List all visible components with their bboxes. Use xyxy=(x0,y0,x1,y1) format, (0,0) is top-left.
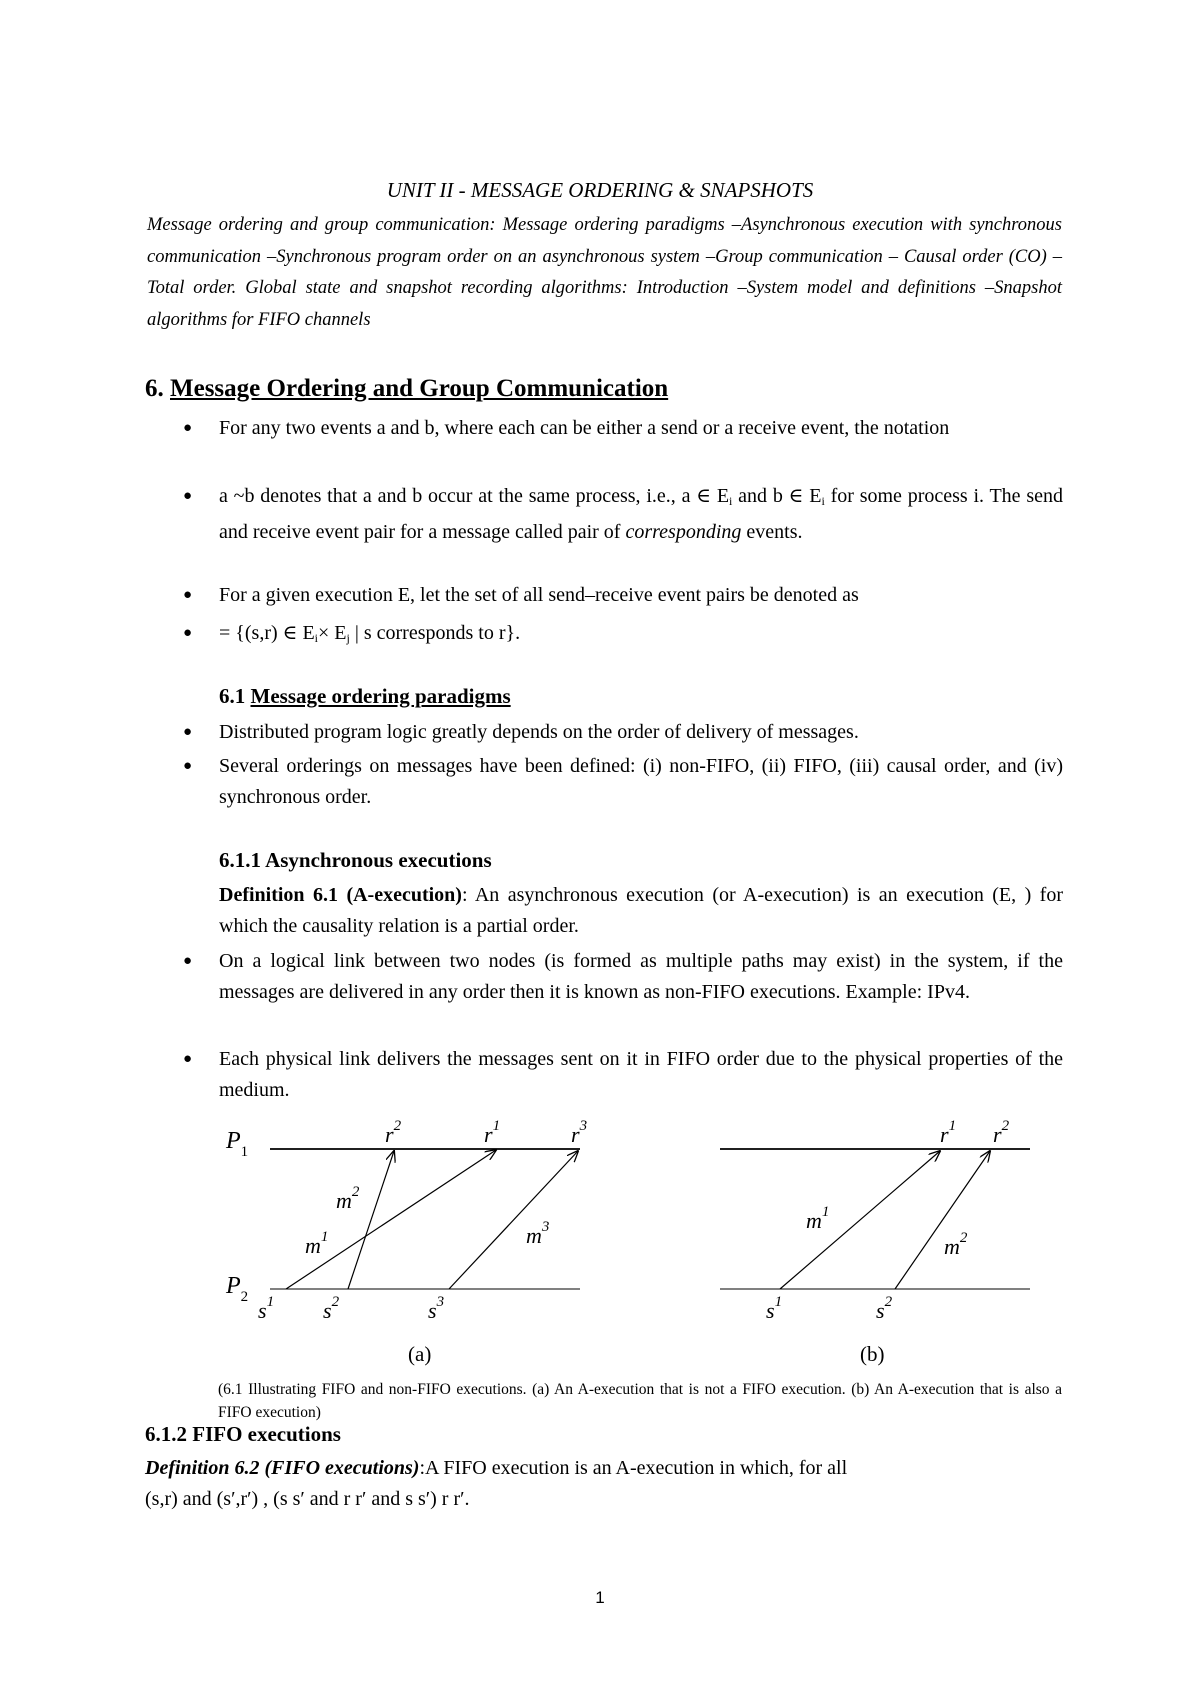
list-item xyxy=(183,751,1063,813)
page-number: 1 xyxy=(595,1588,605,1607)
bullet-text: Several orderings on messages have been defined: (i) non-FIFO, (ii) FIFO, (iii) causal order, and (iv) synchronous order. xyxy=(219,755,1063,808)
section-6-title: Message Ordering and Group Communication xyxy=(170,375,669,402)
message-m1-label: $m^1$ xyxy=(305,1229,329,1258)
bullet-icon: ● xyxy=(183,587,193,603)
bullet-text: Distributed program logic greatly depends on the order of delivery of messages. xyxy=(219,721,859,743)
section-6-number: 6. xyxy=(145,375,164,402)
figure-b xyxy=(720,1118,1030,1366)
receive-r1-label: $r^1$ xyxy=(940,1118,957,1147)
send-s1-label: $s^1$ xyxy=(766,1294,783,1323)
definition-6-2 xyxy=(145,1453,1075,1484)
send-s2-label: $s^2$ xyxy=(876,1294,893,1323)
message-m3-label: $m^3$ xyxy=(526,1219,550,1248)
receive-r3-label: $r^3$ xyxy=(571,1118,588,1147)
bullet-text: For any two events a and b, where each can be either a send or a receive event, the notation xyxy=(219,417,950,439)
list-item xyxy=(183,481,1063,548)
section-6-1-2-heading: 6.1.2 FIFO executions xyxy=(145,1422,341,1446)
bullet-icon: ● xyxy=(183,1051,193,1067)
figure-a-label: (a) xyxy=(408,1342,432,1366)
definition-label: Definition 6.1 (A-execution) xyxy=(219,884,462,906)
bullet-icon: ● xyxy=(183,420,193,436)
send-s1-label: $s^1$ xyxy=(258,1294,275,1323)
section-6-1-heading xyxy=(219,684,511,709)
bullet-icon: ● xyxy=(183,724,193,740)
figure-caption: (6.1 Illustrating FIFO and non-FIFO executions. (a) An A-execution that is not a FIFO execution. (b) An A-execution that is also a FIFO execution) xyxy=(218,1381,1062,1421)
section-6-1-title: Message ordering paradigms xyxy=(250,684,511,708)
message-m2-arrow xyxy=(895,1151,990,1289)
list-item xyxy=(183,717,1063,748)
section-6-1-number: 6.1 xyxy=(219,684,246,708)
syllabus-text: Message ordering and group communication: Message ordering paradigms –Asynchronous execution with synchronous communication –Synchronous program order on an asynchronous system –Group communication – Causal order (CO) – Total order. Global state and snapshot recording algorithms: Introduction –System model and definitions –Snapshot algorithms for FIFO channels xyxy=(147,215,1062,330)
message-m3-arrow xyxy=(449,1151,578,1289)
receive-r2-label: $r^2$ xyxy=(993,1118,1010,1147)
message-m1-arrow xyxy=(780,1151,940,1289)
message-m2-label: $m^2$ xyxy=(336,1184,360,1213)
list-item xyxy=(183,1044,1063,1106)
receive-r1-label: $r^1$ xyxy=(484,1118,501,1147)
process-p2-label: $P_2$ xyxy=(226,1273,249,1305)
section-6-heading xyxy=(145,375,668,403)
definition-text: :A FIFO execution is an A-execution in which, for all xyxy=(419,1457,848,1479)
message-m2-arrow xyxy=(348,1151,394,1289)
definition-6-2-condition: (s,r) and (s′,r′) , (s s′ and r r′ and s s′) r r′. xyxy=(145,1488,470,1510)
receive-r2-label: $r^2$ xyxy=(385,1118,402,1147)
bullet-icon: ● xyxy=(183,758,193,774)
bullet-icon: ● xyxy=(183,625,193,641)
bullet-icon: ● xyxy=(183,488,193,504)
message-m1-label: $m^1$ xyxy=(806,1204,830,1233)
definition-label: Definition 6.2 (FIFO executions) xyxy=(145,1457,420,1479)
list-item xyxy=(183,580,1063,611)
definition-text: : An asynchronous execution (or A-execution) is an execution (E, ) for which the causality relation is a partial order. xyxy=(219,884,1063,937)
bullet-text: On a logical link between two nodes (is formed as multiple paths may exist) in the system, if the messages are delivered in any order then it is known as non-FIFO executions. Example: IPv4. xyxy=(219,950,1063,1003)
fifo-figure xyxy=(0,1110,1200,1380)
section-6-1-1-heading: 6.1.1 Asynchronous executions xyxy=(219,848,492,872)
send-s2-label: $s^2$ xyxy=(323,1294,340,1323)
list-item xyxy=(183,946,1063,1008)
bullet-icon: ● xyxy=(183,953,193,969)
figure-b-label: (b) xyxy=(860,1342,885,1366)
message-m2-label: $m^2$ xyxy=(944,1230,968,1259)
unit-title: UNIT II - MESSAGE ORDERING & SNAPSHOTS xyxy=(386,178,814,202)
definition-6-1 xyxy=(219,880,1063,942)
list-item xyxy=(183,618,1063,654)
figure-a xyxy=(225,1118,587,1366)
bullet-text: = {(s,r) ∈ $E_i\times E_j$ | s corresponds to r}. xyxy=(219,622,521,645)
process-p1-label: $P_1$ xyxy=(226,1128,249,1160)
message-m1-arrow xyxy=(286,1150,496,1289)
bullet-text: For a given execution E, let the set of all send–receive event pairs be denoted as xyxy=(219,584,859,606)
bullet-text: Each physical link delivers the messages sent on it in FIFO order due to the physical properties of the medium. xyxy=(219,1048,1063,1101)
bullet-text: a ~b denotes that a and b occur at the same process, i.e., a ∈ $E_i$ and b ∈ $E_i$ for some process i. The send and receive event pair for a message called pair of corresponding events. xyxy=(219,485,1063,543)
send-s3-label: $s^3$ xyxy=(428,1294,445,1323)
list-item xyxy=(183,413,1063,444)
